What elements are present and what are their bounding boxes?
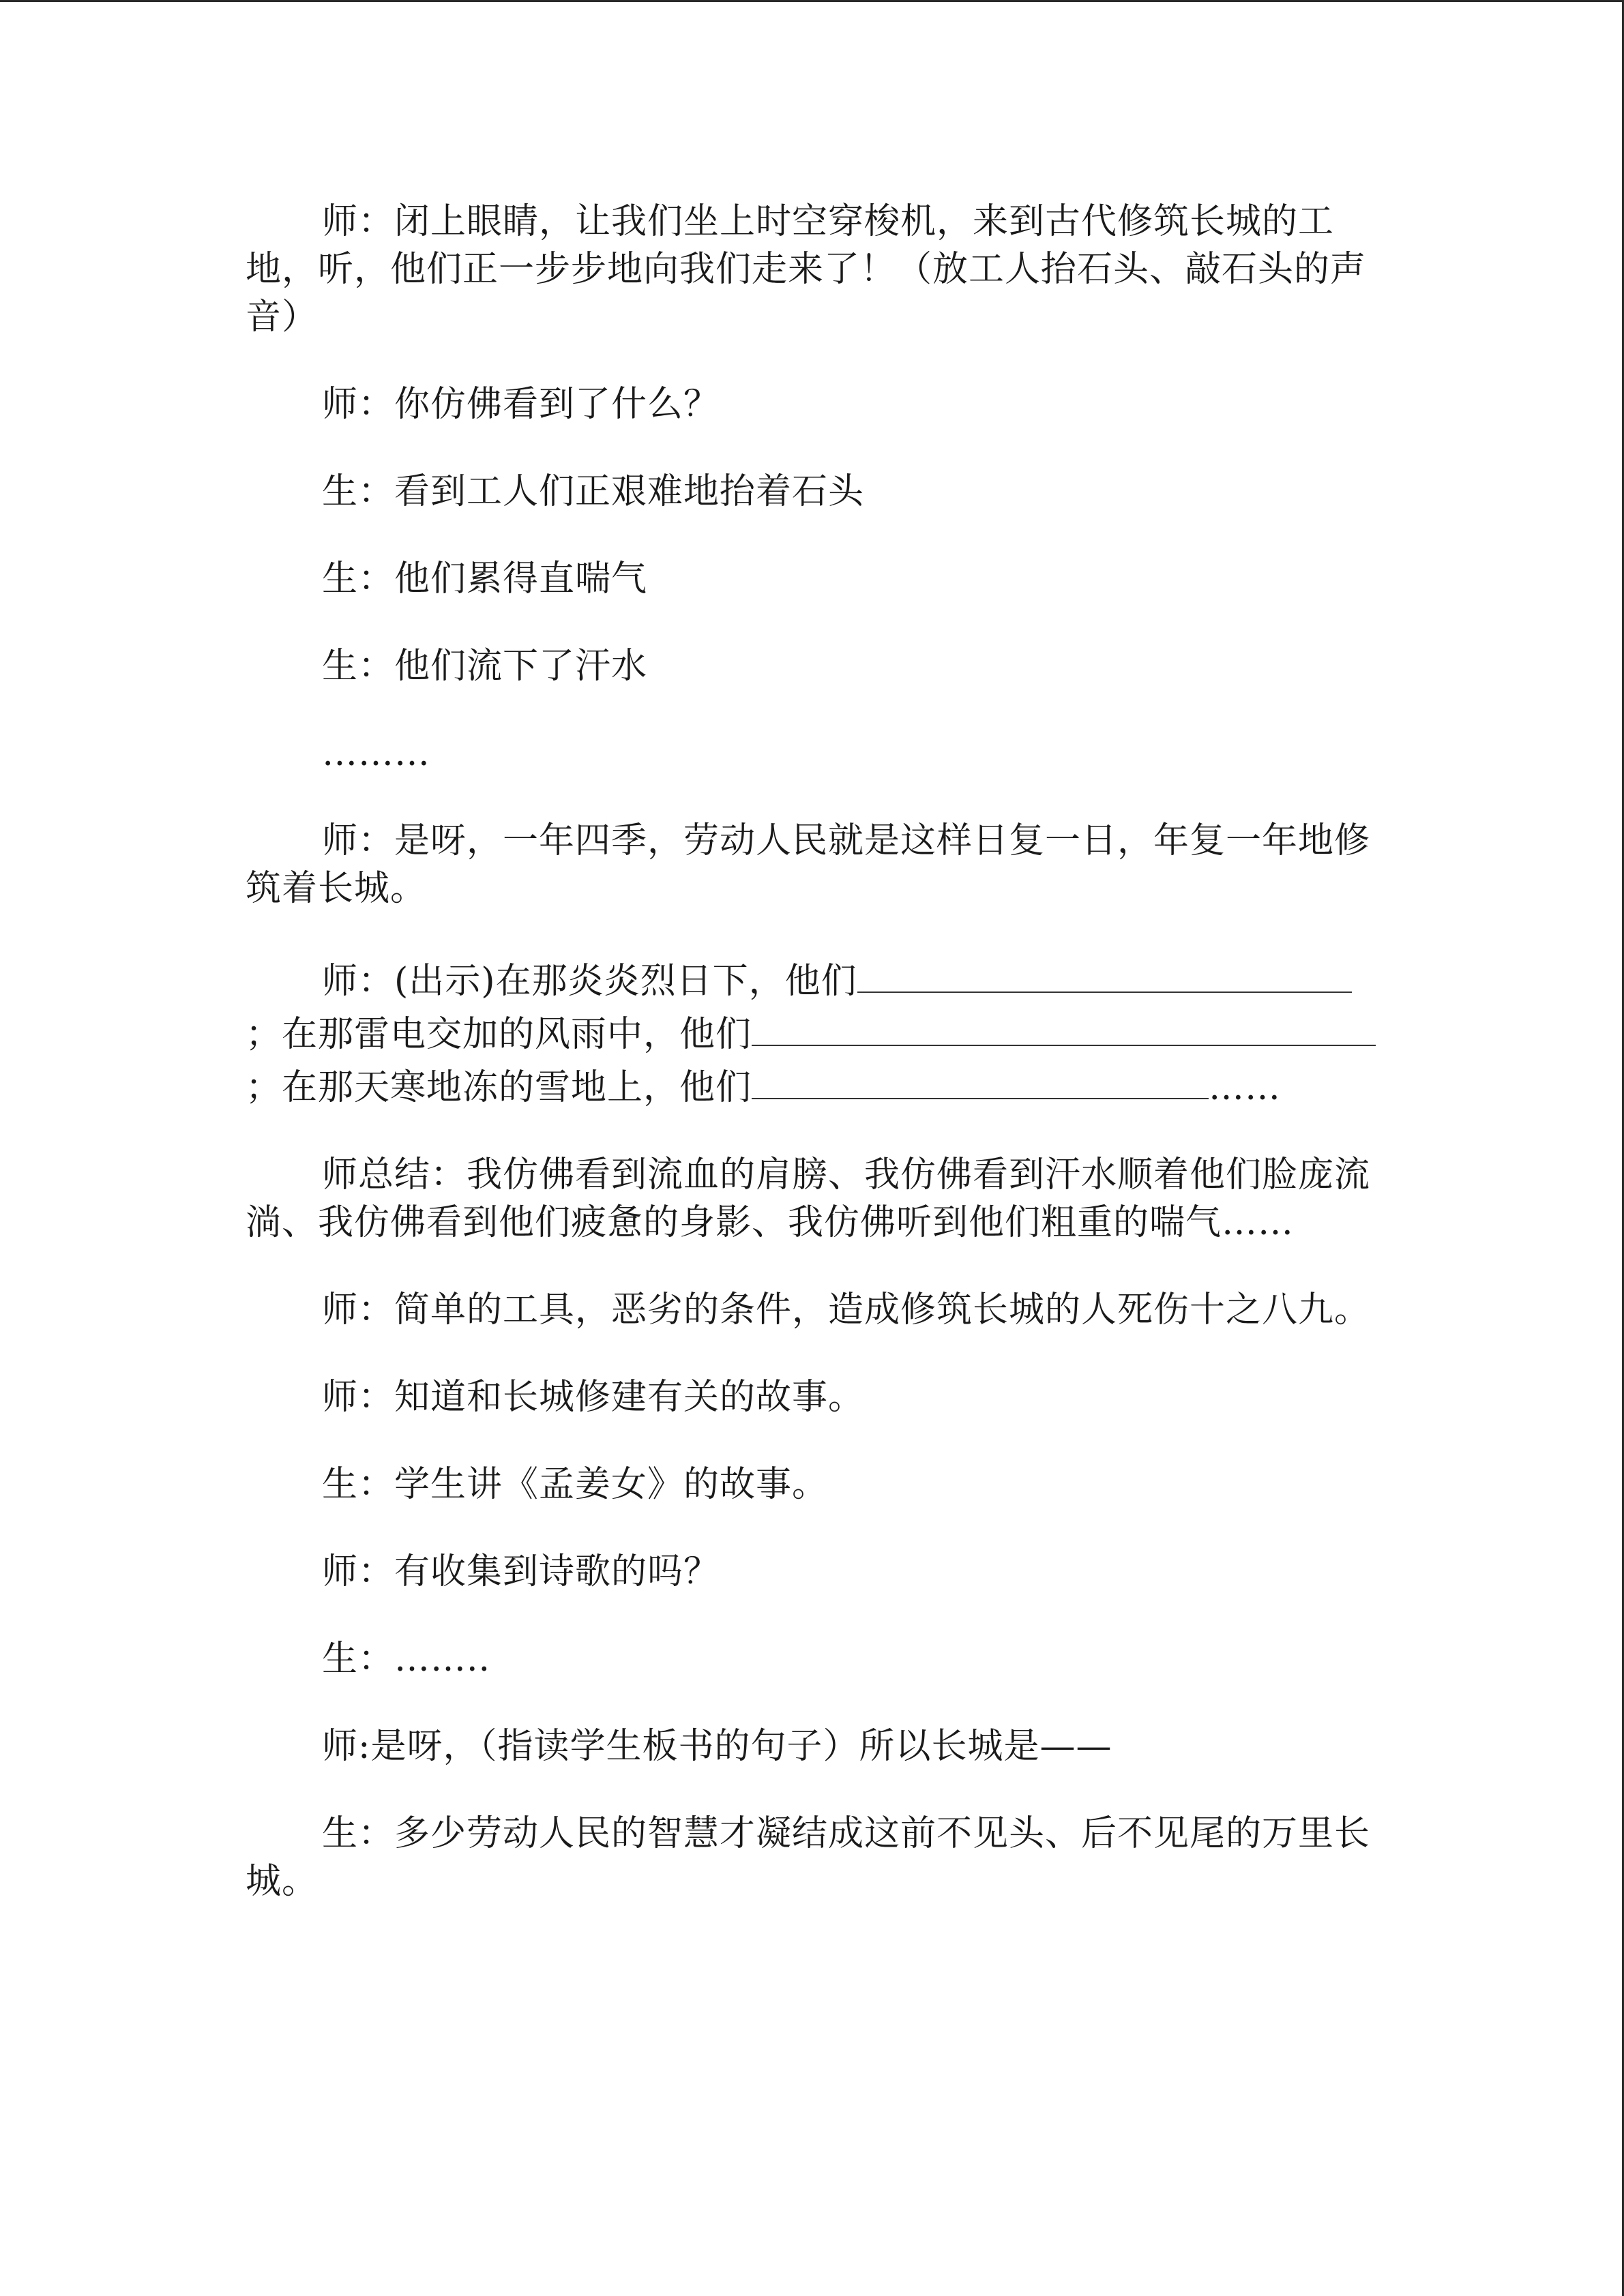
paragraph-poems: 师：有收集到诗歌的吗？	[322, 1551, 720, 1592]
fill-in-text-4: ……	[1209, 1067, 1282, 1108]
paragraph-fill-in	[246, 952, 1378, 1112]
fill-in-text-2: ；在那雷电交加的风雨中，他们	[246, 1014, 752, 1055]
paragraph-student-pause: 生：……..	[322, 1639, 491, 1680]
paragraph-great-wall-is: 师:是呀，（指读学生板书的句子）所以长城是——	[322, 1726, 1112, 1767]
paragraph-question: 师：你仿佛看到了什么？	[322, 384, 720, 425]
paragraph-intro: 师：闭上眼睛，让我们坐上时空穿梭机，来到古代修筑长城的工地，听，他们正一步步地向我们走来了！（放工人抬石头、敲石头的声音）	[246, 201, 1367, 338]
paragraph-answer-3: 生：他们流下了汗水	[322, 646, 648, 687]
paragraph-conditions: 师：简单的工具，恶劣的条件，造成修筑长城的人死伤十之八九。	[322, 1289, 1371, 1330]
page-top-border	[0, 0, 1624, 2]
paragraph-answer-1: 生：看到工人们正艰难地抬着石头	[322, 471, 865, 512]
paragraph-conclusion: 生：多少劳动人民的智慧才凝结成这前不见头、后不见尾的万里长城。	[246, 1813, 1371, 1902]
paragraph-ellipsis: ………	[322, 733, 430, 774]
fill-in-blank-3[interactable]	[752, 1058, 1209, 1099]
paragraph-summary: 师总结：我仿佛看到流血的肩膀、我仿佛看到汗水顺着他们脸庞流淌、我仿佛看到他们疲惫的身影、我仿佛听到他们粗重的喘气……	[246, 1154, 1371, 1243]
fill-in-text-1: 师：(出示)在那炎炎烈日下，他们	[322, 961, 857, 1002]
paragraph-seasons: 师：是呀，一年四季，劳动人民就是这样日复一日，年复一年地修筑着长城。	[246, 820, 1371, 909]
paragraph-stories: 师：知道和长城修建有关的故事。	[322, 1377, 865, 1418]
fill-in-blank-1[interactable]	[857, 952, 1352, 993]
fill-in-text-3: ；在那天寒地冻的雪地上，他们	[246, 1067, 752, 1108]
paragraph-answer-2: 生：他们累得直喘气	[322, 558, 648, 599]
paragraph-mengjiangnu: 生：学生讲《孟姜女》的故事。	[322, 1464, 829, 1505]
fill-in-blank-2[interactable]	[752, 1005, 1376, 1046]
document-body	[246, 198, 1378, 1945]
